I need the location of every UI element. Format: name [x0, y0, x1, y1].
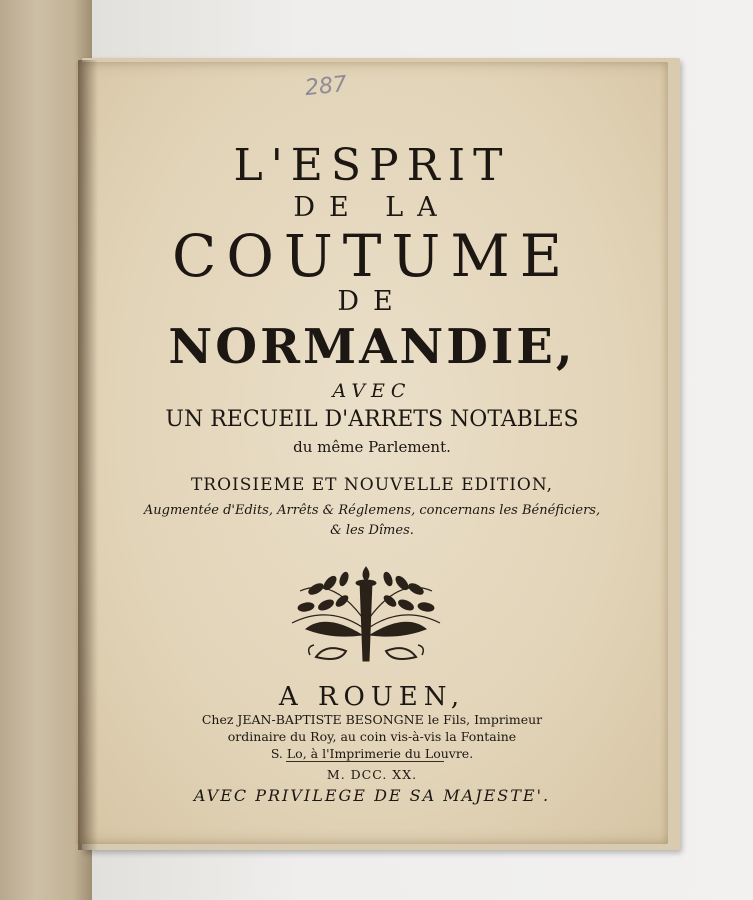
subtitle-line-1: Augmentée d'Edits, Arrêts & Réglemens, concernans les Bénéficiers, — [143, 503, 601, 518]
title-page — [76, 62, 668, 844]
gutter-shadow — [78, 60, 98, 850]
title-line-2: DE LA — [293, 192, 451, 223]
handwritten-note: 287 — [303, 71, 349, 102]
title-block — [76, 62, 668, 844]
title-line-1: L'ESPRIT — [233, 140, 511, 191]
printers-ornament-icon — [286, 557, 446, 677]
imprint-line-2: ordinaire du Roy, au coin vis-à-vis la Fontaine — [227, 729, 517, 744]
imprint-line-1: Chez JEAN-BAPTISTE BESONGNE le Fils, Imprimeur — [201, 712, 543, 727]
title-line-5: NORMANDIE, — [168, 319, 576, 375]
imprint-city: A ROUEN, — [278, 682, 466, 712]
title-line-4: DE — [337, 286, 407, 317]
title-line-6: AVEC — [332, 380, 412, 402]
title-line-8: du même Parlement. — [293, 438, 451, 456]
imprint-line-3: S. Lo, à l'Imprimerie du Louvre. — [270, 746, 474, 761]
title-line-7: UN RECUEIL D'ARRETS NOTABLES — [165, 407, 579, 432]
imprint-privilege: AVEC PRIVILEGE DE SA MAJESTE'. — [193, 786, 551, 805]
title-line-3: COUTUME — [171, 222, 573, 290]
edition-line: TROISIEME ET NOUVELLE EDITION, — [190, 475, 554, 495]
imprint-year: M. DCC. XX. — [326, 767, 418, 782]
imprint-rule — [286, 761, 444, 762]
subtitle-line-2: & les Dîmes. — [330, 523, 414, 538]
